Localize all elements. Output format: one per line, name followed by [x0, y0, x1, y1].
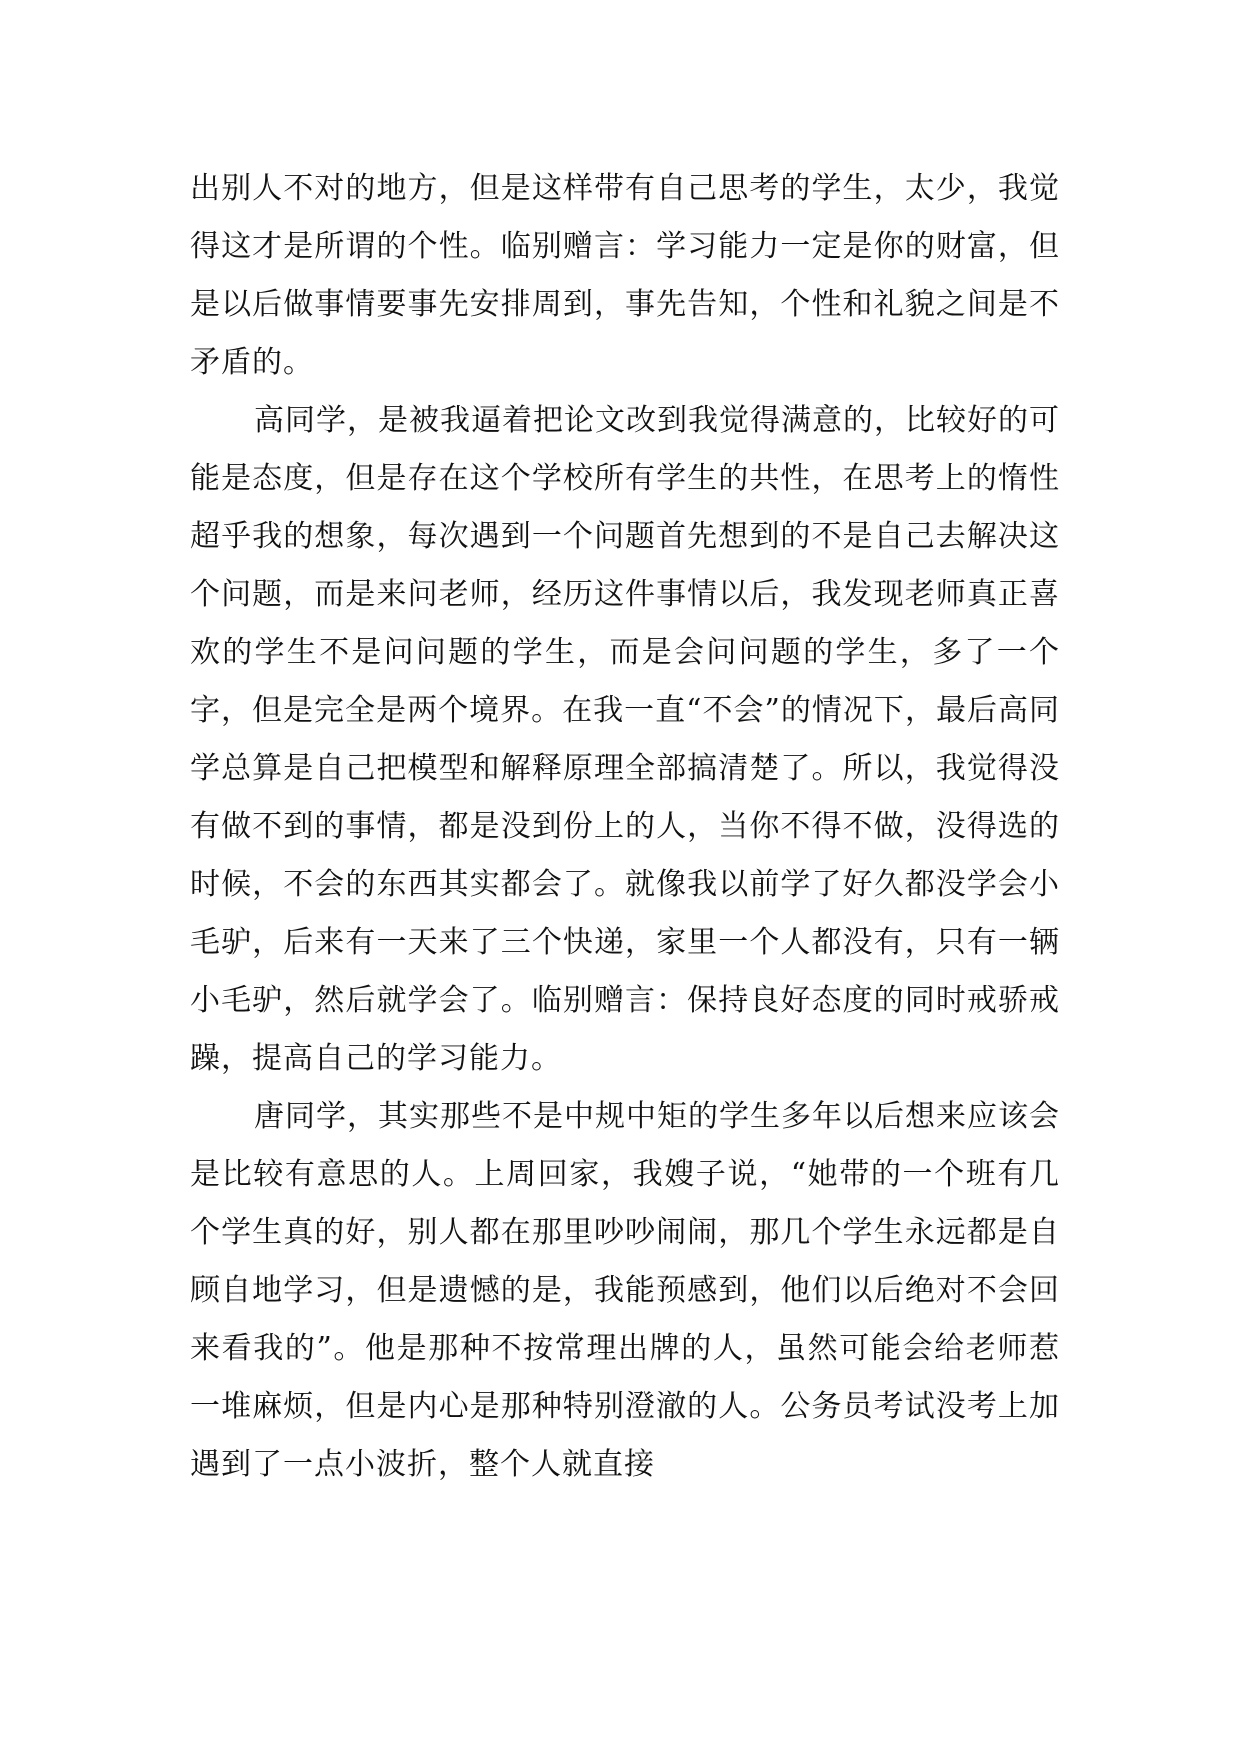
paragraph-2: 高同学，是被我逼着把论文改到我觉得满意的，比较好的可能是态度，但是存在这个学校所有学生的共性，在思考上的惰性超乎我的想象，每次遇到一个问题首先想到的不是自己去解决这个问题，而是来问老师，经历这件事情以后，我发现老师真正喜欢的学生不是问问题的学生，而是会问问题的学生，多了一个字，但是完全是两个境界。在我一直“不会”的情况下，最后高同学总算是自己把模型和解释原理全部搞清楚了。所以，我觉得没有做不到的事情，都是没到份上的人，当你不得不做，没得选的时候，不会的东西其实都会了。就像我以前学了好久都没学会小毛驴，后来有一天来了三个快递，家里一个人都没有，只有一辆小毛驴，然后就学会了。临别赠言：保持良好态度的同时戒骄戒躁，提高自己的学习能力。 [190, 403, 1060, 1076]
paragraph-3: 唐同学，其实那些不是中规中矩的学生多年以后想来应该会是比较有意思的人。上周回家，我嫂子说，“她带的一个班有几个学生真的好，别人都在那里吵吵闹闹，那几个学生永远都是自顾自地学习，但是遗憾的是，我能预感到，他们以后绝对不会回来看我的”。他是那种不按常理出牌的人，虽然可能会给老师惹一堆麻烦，但是内心是那种特别澄澈的人。公务员考试没考上加遇到了一点小波折，整个人就直接 [190, 1099, 1060, 1482]
body-text [190, 160, 1060, 1494]
paragraph-1: 出别人不对的地方，但是这样带有自己思考的学生，太少，我觉得这才是所谓的个性。临别赠言：学习能力一定是你的财富，但是以后做事情要事先安排周到，事先告知，个性和礼貌之间是不矛盾的。 [190, 171, 1060, 380]
